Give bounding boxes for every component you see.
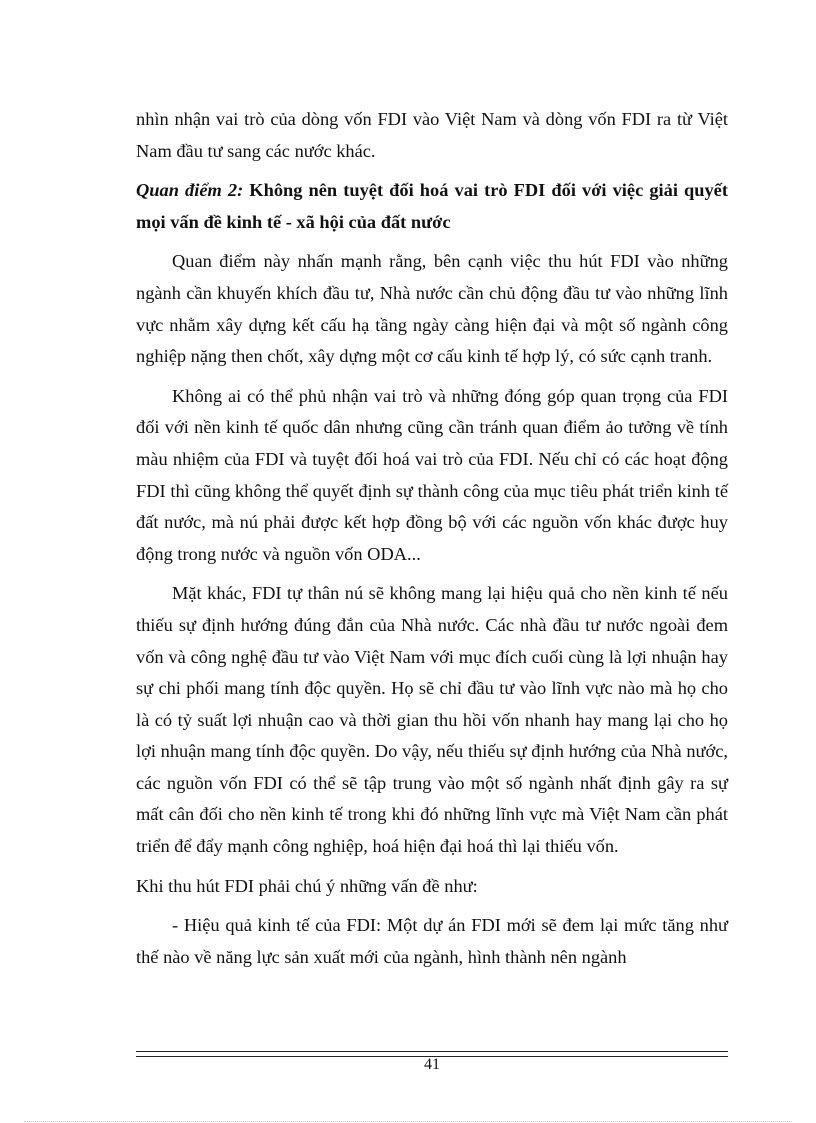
- paragraph: Quan điểm này nhấn mạnh rằng, bên cạnh việc thu hút FDI vào những ngành cần khuyến khích đầu tư, Nhà nước cần chủ động đầu tư vào những lĩnh vực nhằm xây dựng kết cấu hạ tầng ngày càng hiện đại và một số ngành công nghiệp nặng then chốt, xây dựng một cơ cấu kinh tế hợp lý, có sức cạnh tranh.: [136, 251, 728, 367]
- paragraph: Không ai có thể phủ nhận vai trò và những đóng góp quan trọng của FDI đối với nền kinh tế quốc dân nhưng cũng cần tránh quan điểm ảo tưởng về tính màu nhiệm của FDI và tuyệt đối hoá vai trò của FDI. Nếu chỉ có các hoạt động FDI thì cũng không thể quyết định sự thành công của mục tiêu phát triển kinh tế đất nước, mà nú phải được kết hợp đồng bộ với các nguồn vốn khác được huy động trong nước và nguồn vốn ODA...: [136, 385, 728, 564]
- paragraph: Khi thu hút FDI phải chú ý những vấn đề như:: [136, 875, 478, 896]
- page-number: 41: [424, 1056, 440, 1073]
- heading-lead: Quan điểm 2:: [136, 180, 244, 201]
- page-body: [136, 104, 728, 973]
- page-edge-divider: [24, 1121, 792, 1122]
- paragraph: Mặt khác, FDI tự thân nú sẽ không mang lại hiệu quả cho nền kinh tế nếu thiếu sự định hướng đúng đắn của Nhà nước. Các nhà đầu tư nước ngoài đem vốn và công nghệ đầu tư vào Việt Nam với mục đích cuối cùng là lợi nhuận hay sự chi phối mang tính độc quyền. Họ sẽ chỉ đầu tư vào lĩnh vực nào mà họ cho là có tỷ suất lợi nhuận cao và thời gian thu hồi vốn nhanh hay mang lại cho họ lợi nhuận mang tính độc quyền. Do vậy, nếu thiếu sự định hướng của Nhà nước, các nguồn vốn FDI có thể sẽ tập trung vào một số ngành nhất định gây ra sự mất cân đối cho nền kinh tế trong khi đó những lĩnh vực mà Việt Nam cần phát triển để đẩy mạnh công nghiệp, hoá hiện đại hoá thì lại thiếu vốn.: [136, 583, 728, 857]
- list-item: - Hiệu quả kinh tế của FDI: Một dự án FDI mới sẽ đem lại mức tăng như thế nào về năng lực sản xuất mới của ngành, hình thành nên ngành: [136, 915, 728, 967]
- paragraph-continuation: nhìn nhận vai trò của dòng vốn FDI vào Việt Nam và dòng vốn FDI ra từ Việt Nam đầu tư sang các nước khác.: [136, 109, 728, 161]
- section-heading: [136, 175, 728, 238]
- heading-text: Không nên tuyệt đối hoá vai trò FDI đối với việc giải quyết mọi vấn đề kinh tế - xã hội của đất nước: [136, 180, 728, 232]
